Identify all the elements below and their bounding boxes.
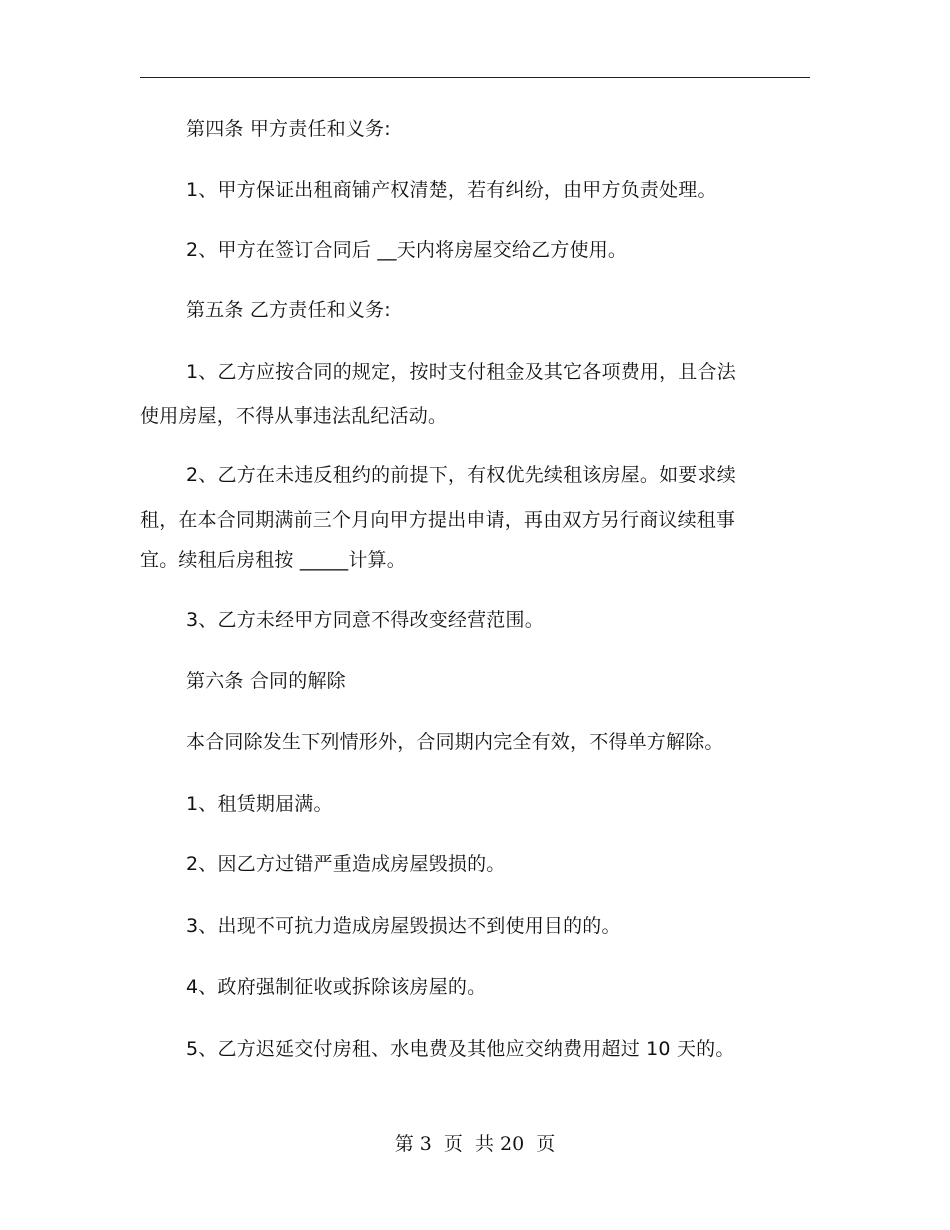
page-number: 第 3 页 共 20 页 bbox=[394, 1133, 556, 1155]
article-5-clause-3: 3、乙方未经甲方同意不得改变经营范围。 bbox=[186, 609, 544, 631]
article-6-intro: 本合同除发生下列情形外，合同期内完全有效，不得单方解除。 bbox=[186, 731, 724, 753]
article-4-heading: 第四条 甲方责任和义务: bbox=[186, 118, 391, 140]
article-5-heading: 第五条 乙方责任和义务: bbox=[186, 299, 391, 321]
article-5-clause-2-line-2: 租，在本合同期满前三个月向甲方提出申请，再由双方另行商议续租事 bbox=[140, 509, 736, 531]
article-4-clause-1: 1、甲方保证出租商铺产权清楚，若有纠纷，由甲方负责处理。 bbox=[186, 179, 717, 201]
header-rule bbox=[140, 77, 810, 78]
article-5-clause-1-line-2: 使用房屋，不得从事违法乱纪活动。 bbox=[140, 405, 448, 427]
article-5-clause-1-line-1: 1、乙方应按合同的规定，按时支付租金及其它各项费用，且合法 bbox=[186, 361, 736, 383]
article-4-clause-2: 2、甲方在签订合同后 __天内将房屋交给乙方使用。 bbox=[186, 239, 628, 261]
article-6-heading: 第六条 合同的解除 bbox=[186, 670, 346, 692]
article-6-item-2: 2、因乙方过错严重造成房屋毁损的。 bbox=[186, 853, 506, 875]
article-6-item-4: 4、政府强制征收或拆除该房屋的。 bbox=[186, 976, 487, 998]
article-5-clause-2-line-1: 2、乙方在未违反租约的前提下，有权优先续租该房屋。如要求续 bbox=[186, 464, 736, 486]
article-5-clause-2-line-3: 宜。续租后房租按 _____计算。 bbox=[140, 549, 406, 571]
article-6-item-3: 3、出现不可抗力造成房屋毁损达不到使用目的的。 bbox=[186, 915, 621, 937]
article-6-item-5: 5、乙方迟延交付房租、水电费及其他应交纳费用超过 10 天的。 bbox=[186, 1038, 735, 1060]
article-6-item-1: 1、租赁期届满。 bbox=[186, 793, 333, 815]
